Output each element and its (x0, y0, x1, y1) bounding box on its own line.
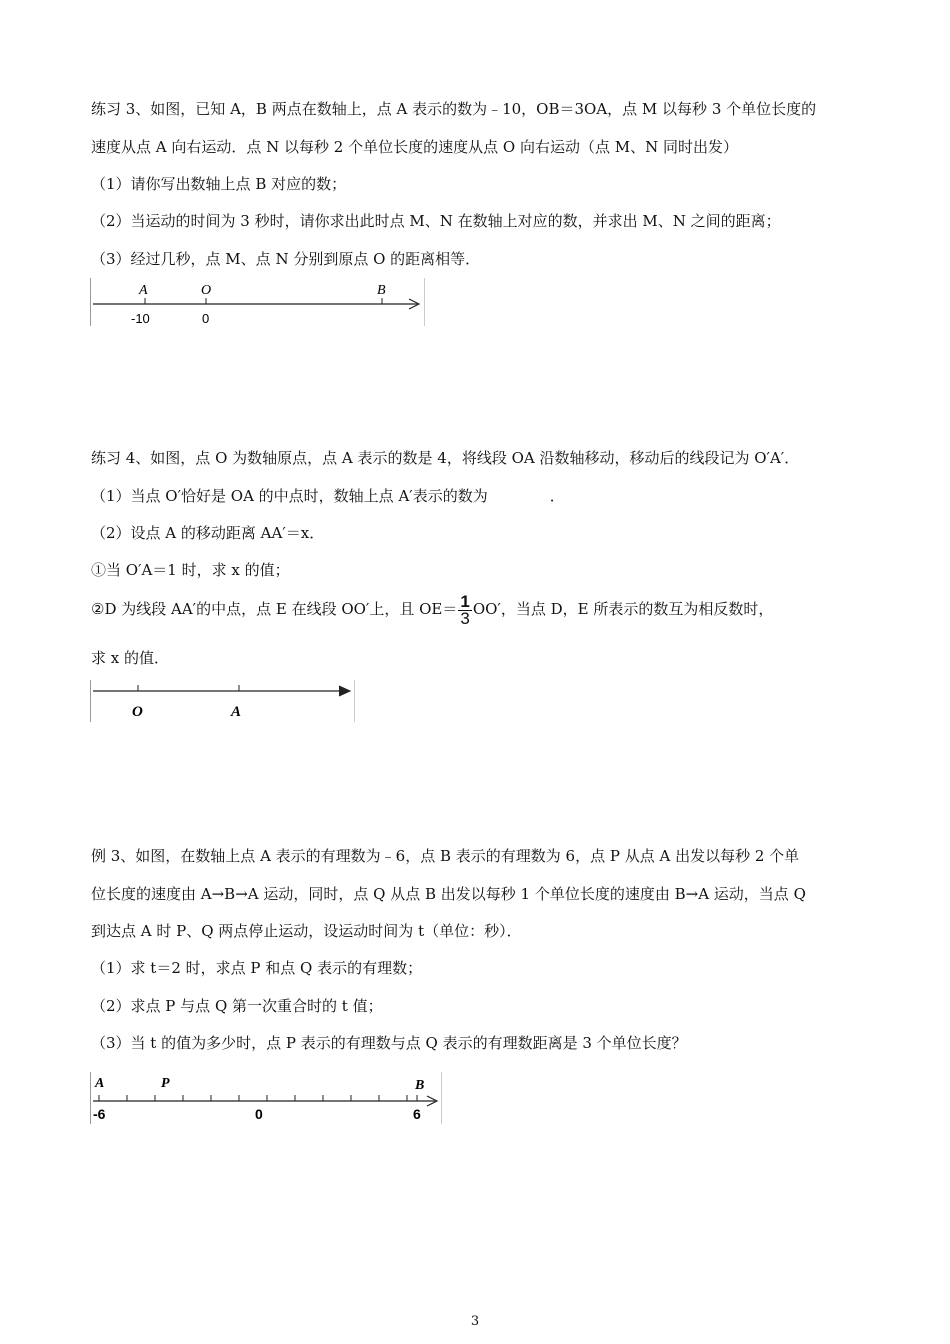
li3-number-line (91, 1072, 441, 1124)
ex4-s2-row (91, 592, 773, 627)
ex4-q1-row (91, 486, 565, 506)
ex3-label-o: O (201, 283, 212, 298)
li3-label-b: B (415, 1078, 425, 1093)
ex3-label-b: B (377, 283, 386, 298)
li3-label-a: A (95, 1076, 105, 1091)
page-number: 3 (470, 1314, 480, 1329)
ex3-q2: （2）当运动的时间为 3 秒时，请你求出此时点 M、N 在数轴上对应的数，并求出 M、N 之间的距离； (91, 212, 781, 230)
ex3-line1: 练习 3、如图，已知 A，B 两点在数轴上，点 A 表示的数为﹣10，OB＝3OA，点 M 以每秒 3 个单位长度的 (91, 100, 817, 118)
li3-value-b: 6 (413, 1106, 421, 1122)
ex3-q1: （1）请你写出数轴上点 B 对应的数； (91, 175, 347, 193)
ex4-q1-end: ． (549, 487, 565, 505)
ex4-number-line (91, 680, 354, 722)
ex3-label-a: A (139, 283, 148, 298)
li3-q2: （2）求点 P 与点 Q 第一次重合时的 t 值； (91, 997, 383, 1015)
ex4-s1: ①当 O′A＝1 时，求 x 的值； (91, 561, 290, 579)
ex3-line2: 速度从点 A 向右运动．点 N 以每秒 2 个单位长度的速度从点 O 向右运动（点 M、N 同时出发） (91, 138, 738, 156)
li3-line1: 例 3、如图，在数轴上点 A 表示的有理数为﹣6，点 B 表示的有理数为 6，点 P 从点 A 出发以每秒 2 个单 (91, 847, 800, 865)
ex4-number-line-figure (90, 680, 355, 722)
li3-q3: （3）当 t 的值为多少时，点 P 表示的有理数与点 Q 表示的有理数距离是 3 个单位长度？ (91, 1034, 687, 1052)
ex4-s2-post: OO′，当点 D，E 所表示的数互为相反数时， (472, 600, 774, 618)
ex4-s2-end: 求 x 的值． (91, 649, 169, 667)
ex3-value-a: -10 (131, 311, 150, 326)
li3-value-a: -6 (93, 1106, 106, 1122)
ex4-label-a: A (231, 704, 242, 720)
ex3-number-line-figure (90, 278, 425, 326)
li3-q1: （1）求 t＝2 时，求点 P 和点 Q 表示的有理数； (91, 959, 423, 977)
li3-number-line-figure (90, 1072, 442, 1124)
ex4-fraction-numerator: 1 (460, 591, 470, 611)
ex3-value-o: 0 (202, 311, 210, 326)
ex4-q2: （2）设点 A 的移动距离 AA′＝x． (91, 524, 325, 542)
ex4-s2-pre: ②D 为线段 AA′的中点，点 E 在线段 OO′上，且 OE＝ (91, 600, 458, 618)
li3-value-o: 0 (255, 1106, 263, 1122)
ex4-q1: （1）当点 O′恰好是 OA 的中点时，数轴上点 A′表示的数为 (91, 487, 488, 505)
ex4-fraction (458, 591, 471, 628)
li3-line2: 位长度的速度由 A→B→A 运动，同时，点 Q 从点 B 出发以每秒 1 个单位长度的速度由 B→A 运动，当点 Q (91, 885, 806, 903)
ex4-label-o: O (132, 704, 143, 720)
li3-label-p: P (161, 1076, 170, 1091)
ex4-line1: 练习 4、如图，点 O 为数轴原点，点 A 表示的数是 4，将线段 OA 沿数轴移动，移动后的线段记为 O′A′． (91, 449, 800, 467)
li3-line3: 到达点 A 时 P、Q 两点停止运动，设运动时间为 t（单位：秒）． (91, 922, 522, 940)
ex4-fraction-denominator: 3 (460, 608, 470, 628)
ex3-q3: （3）经过几秒，点 M、点 N 分别到原点 O 的距离相等． (91, 250, 481, 268)
ex3-number-line (91, 278, 424, 326)
